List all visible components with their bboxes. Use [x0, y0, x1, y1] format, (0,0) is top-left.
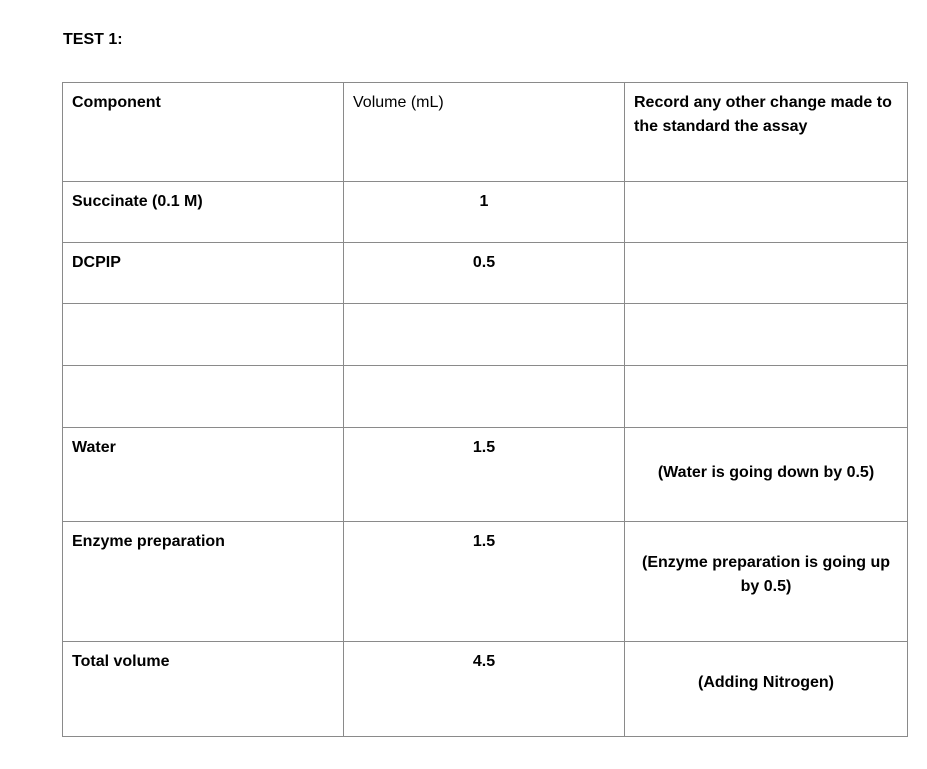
table-row [63, 366, 908, 428]
volume-cell: 0.5 [344, 243, 625, 304]
note-cell [625, 243, 908, 304]
component-cell: Water [63, 428, 344, 522]
note-text: (Water is going down by 0.5) [657, 463, 875, 481]
volume-cell: 4.5 [344, 642, 625, 737]
table-header-row [63, 83, 908, 182]
table-row [63, 304, 908, 366]
note-cell [625, 522, 908, 642]
header-volume: Volume (mL) [344, 83, 625, 182]
component-cell: DCPIP [63, 243, 344, 304]
volume-cell: 1.5 [344, 522, 625, 642]
note-cell [625, 182, 908, 243]
component-cell: Succinate (0.1 M) [63, 182, 344, 243]
table-row [63, 428, 908, 522]
component-cell: Total volume [63, 642, 344, 737]
header-notes: Record any other change made to the standard the assay [625, 83, 908, 182]
note-text: (Adding Nitrogen) [698, 674, 834, 691]
volume-cell: 1 [344, 182, 625, 243]
component-cell: Enzyme preparation [63, 522, 344, 642]
note-cell [625, 366, 908, 428]
component-cell [63, 366, 344, 428]
volume-cell [344, 366, 625, 428]
note-cell [625, 304, 908, 366]
table-row [63, 182, 908, 243]
component-cell [63, 304, 344, 366]
volume-cell: 1.5 [344, 428, 625, 522]
note-cell [625, 642, 908, 737]
page-heading: TEST 1: [63, 31, 123, 48]
assay-table [62, 82, 908, 737]
volume-cell [344, 304, 625, 366]
note-text: (Enzyme preparation is going up by 0.5) [641, 553, 891, 595]
table-row [63, 522, 908, 642]
header-component: Component [63, 83, 344, 182]
table-row [63, 642, 908, 737]
note-cell [625, 428, 908, 522]
table-row [63, 243, 908, 304]
